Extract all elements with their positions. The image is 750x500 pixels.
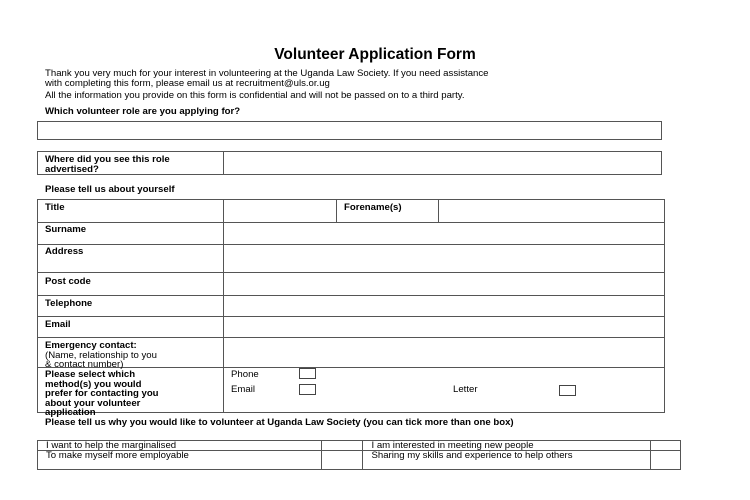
email-option-label: Email [231,384,255,395]
surname-input[interactable] [224,223,664,244]
phone-checkbox[interactable] [299,368,316,379]
reason-employable-checkbox[interactable] [321,451,363,470]
surname-label: Surname [45,224,87,235]
reason-marginalised-checkbox[interactable] [321,441,363,451]
emergency-contact-input[interactable] [224,338,664,367]
postcode-input[interactable] [224,273,664,295]
intro-text [45,69,489,89]
email-checkbox[interactable] [299,384,316,395]
reason-meeting-people-checkbox[interactable] [651,441,681,451]
title-label: Title [45,202,65,213]
role-question: Which volunteer role are you applying for? [45,106,241,117]
table-row [38,441,681,451]
form-title: Volunteer Application Form [274,46,476,63]
emergency-contact-label: Emergency contact: (Name, relationship to you & contact number) [45,340,157,370]
reason-marginalised: I want to help the marginalised [38,441,322,451]
reasons-table [37,440,681,470]
contact-method-label: Please select which method(s) you would prefer for contacting you about your volunteer application [45,369,159,418]
telephone-input[interactable] [224,296,664,316]
confidentiality-note: All the information you provide on this form is confidential and will not be passed on to a third party. [45,90,465,101]
postcode-label: Post code [45,276,91,287]
advertised-input[interactable] [225,152,661,174]
letter-checkbox[interactable] [559,385,576,396]
forename-input[interactable] [439,200,664,222]
email-label: Email [45,319,71,330]
table-row [38,451,681,470]
reasons-heading: Please tell us why you would like to volunteer at Uganda Law Society (you can tick more than one box) [45,417,514,428]
telephone-label: Telephone [45,298,93,309]
about-heading: Please tell us about yourself [45,184,175,195]
address-input[interactable] [224,245,664,272]
reason-sharing-skills: Sharing my skills and experience to help others [363,451,651,470]
role-input[interactable] [37,121,662,140]
email-input[interactable] [224,317,664,337]
reason-sharing-skills-checkbox[interactable] [651,451,681,470]
intro-line-2: with completing this form, please email us at recruitment@uls.or.ug [45,78,330,89]
reason-meeting-people: I am interested in meeting new people [363,441,651,451]
phone-option-label: Phone [231,369,259,380]
intro-line-1: Thank you very much for your interest in volunteering at the Uganda Law Society. If you need assistance [45,68,489,79]
reason-employable: To make myself more employable [38,451,322,470]
forename-label: Forename(s) [344,202,402,213]
letter-option-label: Letter [453,384,478,395]
address-label: Address [45,246,84,257]
title-input[interactable] [224,200,336,222]
advertised-label: Where did you see this role advertised? [45,154,170,175]
